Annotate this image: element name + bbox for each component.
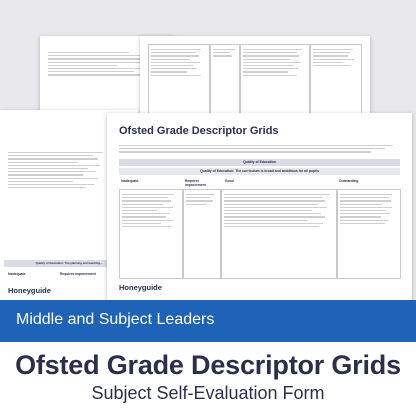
audience-label: Middle and Subject Leaders bbox=[16, 311, 215, 328]
middle-col-inadequate: Inadequate bbox=[8, 272, 26, 276]
front-page bbox=[107, 113, 412, 300]
front-cell-good bbox=[221, 189, 337, 279]
product-subtitle: Subject Self-Evaluation Form bbox=[91, 383, 325, 403]
middle-page-footer-bar: Quality of Education: The planning and teaching... bbox=[4, 260, 134, 267]
front-section-bar: Quality of Education bbox=[119, 159, 400, 166]
front-col-inadequate: Inadequate bbox=[121, 179, 139, 183]
front-page-intro bbox=[119, 143, 399, 155]
middle-page-text bbox=[8, 150, 108, 190]
front-intent-bar: Quality of Education: The curriculum is broad and ambitious for all pupils bbox=[119, 168, 400, 175]
front-col-outstanding: Outstanding bbox=[339, 179, 359, 183]
front-page-logo: Honeyguide bbox=[119, 283, 162, 292]
front-cell-requires-improvement bbox=[183, 189, 221, 279]
front-page-title: Ofsted Grade Descriptor Grids bbox=[119, 125, 279, 137]
product-title: Ofsted Grade Descriptor Grids bbox=[15, 350, 401, 380]
audience-banner bbox=[0, 300, 416, 342]
front-cell-inadequate bbox=[119, 189, 183, 279]
front-col-requires-improvement: Requires improvement bbox=[185, 179, 206, 187]
middle-col-requires-improvement: Requires improvement bbox=[60, 272, 96, 276]
middle-page-logo: Honeyguide bbox=[8, 286, 51, 295]
front-cell-outstanding bbox=[337, 189, 401, 279]
front-col-good: Good bbox=[225, 179, 234, 183]
